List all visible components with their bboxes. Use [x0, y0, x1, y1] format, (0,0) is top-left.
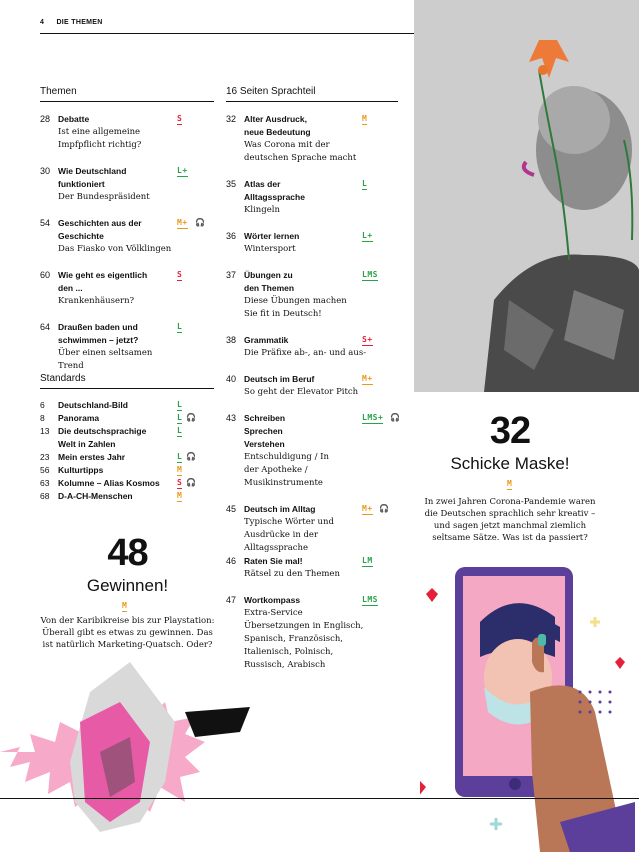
entry-title: Draußen baden und schwimmen – jetzt? — [58, 322, 139, 345]
entry-page: 37 — [226, 270, 237, 280]
entry-title: Panorama — [58, 413, 100, 423]
entry-page: 13 — [40, 426, 50, 436]
headphones-icon: 🎧 — [379, 504, 390, 513]
entry-page: 68 — [40, 491, 50, 501]
entry-title: Deutsch im Beruf — [244, 374, 315, 384]
entry-page: 40 — [226, 374, 237, 384]
level-badge: M — [507, 479, 513, 488]
level-badge: M — [122, 601, 128, 610]
feature-teaser: Von der Karibikreise bis zur Playstation: Überall gibt es etwas zu gewinnen. Das ist natürlich Marketing-Quatsch. Oder? — [40, 616, 215, 650]
entry-page: 47 — [226, 595, 237, 605]
entry-title: Geschichten aus der Geschichte — [58, 218, 142, 241]
level-badge: L+ — [177, 166, 188, 175]
section-title: DIE THEMEN — [56, 19, 103, 26]
entry-title: Atlas der Alltagssprache — [244, 179, 305, 202]
level-badge: S — [177, 270, 183, 279]
entry-subtitle: Ist eine allgemeine Impfpflicht richtig? — [58, 127, 142, 150]
entry-page: 54 — [40, 218, 51, 228]
headphones-icon: 🎧 — [186, 478, 197, 487]
themen-heading: Themen — [40, 86, 214, 102]
entry-page: 32 — [226, 114, 237, 124]
entry-subtitle: Wintersport — [244, 244, 296, 254]
level-badge: M — [177, 491, 183, 500]
level-badge: L — [177, 400, 183, 409]
footer-rule — [0, 798, 639, 799]
entry-subtitle: So geht der Elevator Pitch — [244, 387, 359, 397]
entry-page: 38 — [226, 335, 237, 345]
chocolate-prize-illustration — [0, 662, 260, 852]
entry-title: D-A-CH-Menschen — [58, 491, 133, 501]
entry-page: 8 — [40, 413, 45, 423]
entry-title: Deutsch im Alltag — [244, 504, 316, 514]
entry-title: Grammatik — [244, 335, 289, 345]
entry-page: 60 — [40, 270, 51, 280]
entry-page: 23 — [40, 452, 50, 462]
entry-subtitle: Diese Übungen machen Sie fit in Deutsch! — [244, 296, 347, 319]
entry-page: 64 — [40, 322, 51, 332]
entry-subtitle: Extra-Service Übersetzungen in Englisch, Spanisch, Französisch, Italienisch, Polnisch, Russisch, Arabisch — [244, 608, 364, 670]
headphones-icon: 🎧 — [186, 452, 197, 461]
entry-subtitle: Typische Wörter und Ausdrücke in der Alltagssprache — [244, 517, 334, 553]
sprachteil-heading: 16 Seiten Sprachteil — [226, 86, 398, 102]
entry-page: 35 — [226, 179, 237, 189]
standards-heading: Standards — [40, 373, 214, 389]
headphones-icon: 🎧 — [186, 413, 197, 422]
entry-title: Wortkompass — [244, 595, 301, 605]
phone-mask-illustration — [420, 562, 635, 852]
entry-page: 30 — [40, 166, 51, 176]
entry-subtitle: Krankenhäusern? — [58, 296, 135, 306]
headphones-icon: 🎧 — [390, 413, 401, 422]
entry-title: Schreiben Sprechen Verstehen — [244, 413, 286, 449]
level-badge: L — [177, 413, 183, 422]
entry-subtitle: Was Corona mit der deutschen Sprache macht — [244, 140, 357, 163]
level-badge: S — [177, 478, 183, 487]
page-number: 4 — [40, 19, 45, 26]
entry-title: Kulturtipps — [58, 465, 104, 475]
level-badge: L — [177, 426, 183, 435]
entry-title: Wie geht es eigentlich den ... — [58, 270, 148, 293]
page-header — [40, 19, 414, 34]
entry-title: Deutschland-Bild — [58, 400, 128, 410]
level-badge: LM — [362, 556, 373, 565]
level-badge: LMS — [362, 270, 378, 279]
feature-page-number: 48 — [107, 532, 148, 574]
entry-title: Übungen zu den Themen — [244, 270, 295, 293]
headphones-icon: 🎧 — [195, 218, 206, 227]
entry-title: Wörter lernen — [244, 231, 300, 241]
entry-page: 45 — [226, 504, 237, 514]
level-badge: M+ — [362, 504, 373, 513]
cover-photo — [414, 0, 639, 392]
level-badge: M — [362, 114, 368, 123]
level-badge: S — [177, 114, 183, 123]
feature-teaser: In zwei Jahren Corona-Pandemie waren die Deutschen sprachlich sehr kreativ – und sagen jetzt manchmal ziemlich seltsame Sätze. Was ist da passiert? — [424, 497, 596, 543]
entry-page: 6 — [40, 400, 45, 410]
entry-subtitle: Der Bundespräsident — [58, 192, 150, 202]
entry-title: Die deutschsprachige — [58, 426, 147, 436]
level-badge: S+ — [362, 335, 373, 344]
entry-page: 43 — [226, 413, 237, 423]
entry-subtitle: Über einen seltsamen Trend — [58, 348, 153, 371]
entry-page: 36 — [226, 231, 237, 241]
feature-page-number: 32 — [489, 410, 531, 452]
entry-page: 63 — [40, 478, 50, 488]
entry-subtitle: Entschuldigung / In der Apotheke / Musikinstrumente — [244, 452, 329, 488]
level-badge: M+ — [362, 374, 373, 383]
level-badge: L — [177, 322, 183, 331]
entry-title: Debatte — [58, 114, 90, 124]
entry-title: Wie Deutschland funktioniert — [58, 166, 127, 189]
level-badge: M — [177, 465, 183, 474]
level-badge: L — [177, 452, 183, 461]
entry-page: 28 — [40, 114, 51, 124]
feature-title[interactable]: Gewinnen! — [86, 576, 169, 595]
entry-title: Alter Ausdruck, neue Bedeutung — [244, 114, 311, 137]
entry-page: 46 — [226, 556, 237, 566]
man-with-flower-illustration — [414, 0, 639, 392]
entry-title: Mein erstes Jahr — [58, 452, 126, 462]
feature-title[interactable]: Schicke Maske! — [450, 454, 570, 473]
entry-subtitle: Rätsel zu den Themen — [244, 569, 340, 579]
entry-title: Welt in Zahlen — [58, 439, 116, 449]
level-badge: LMS — [362, 595, 378, 604]
level-badge: M+ — [177, 218, 188, 227]
entry-page: 56 — [40, 465, 50, 475]
entry-subtitle: Klingeln — [244, 205, 280, 215]
entry-title: Raten Sie mal! — [244, 556, 303, 566]
entry-title: Kolumne – Alias Kosmos — [58, 478, 160, 488]
entry-subtitle: Die Präfixe ab-, an- und aus- — [244, 348, 367, 358]
level-badge: L+ — [362, 231, 373, 240]
entry-subtitle: Das Fiasko von Völklingen — [58, 244, 172, 254]
level-badge: LMS+ — [362, 413, 384, 422]
level-badge: L — [362, 179, 368, 188]
